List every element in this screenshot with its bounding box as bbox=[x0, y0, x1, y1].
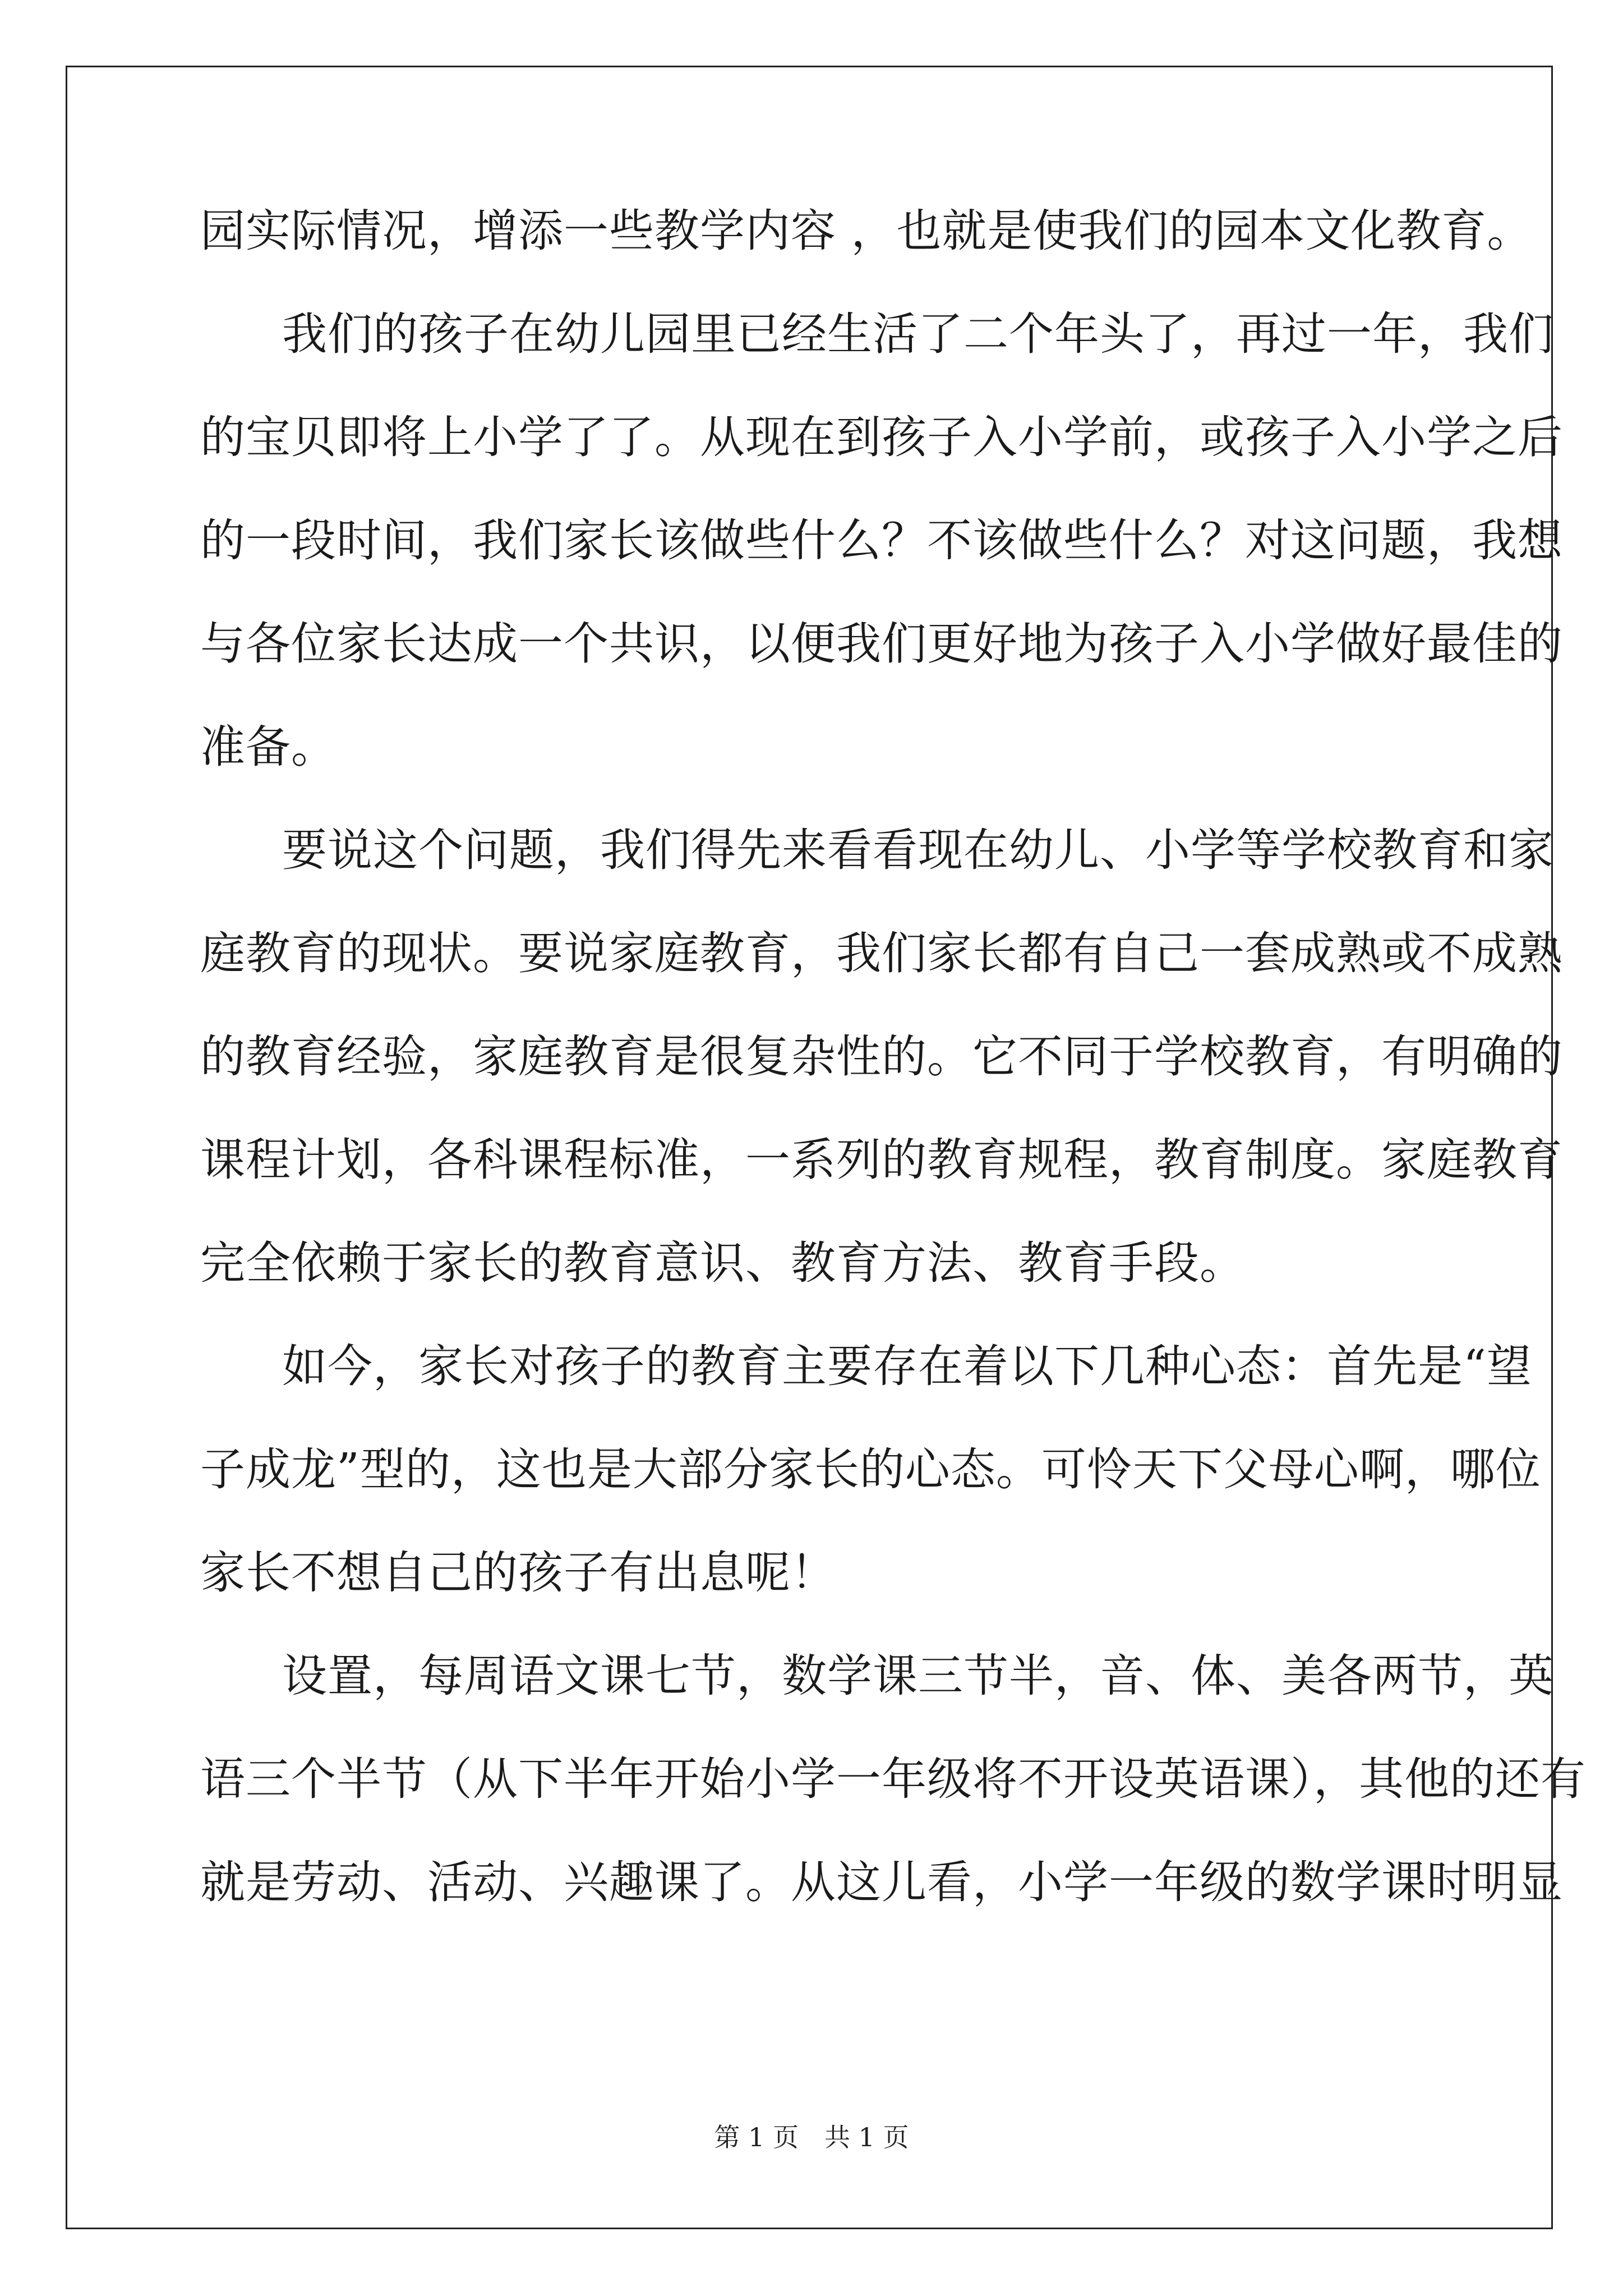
text-line: 设置，每周语文课七节，数学课三节半，音、体、美各两节，英 bbox=[282, 1650, 1554, 1702]
text-line: 准备。 bbox=[200, 721, 336, 773]
text-line: 家长不想自己的孩子有出息呢！ bbox=[200, 1547, 836, 1599]
text-line: 园实际情况，增添一些教学内容 ，也就是使我们的园本文化教育。 bbox=[200, 205, 1533, 257]
text-line: 庭教育的现状。要说家庭教育，我们家长都有自己一套成熟或不成熟 bbox=[200, 927, 1563, 979]
text-line: 如今，家长对孩子的教育主要存在着以下几种心态：首先是“望 bbox=[282, 1340, 1532, 1392]
page-footer: 第 1 页 共 1 页 bbox=[714, 2122, 909, 2152]
text-line: 的宝贝即将上小学了了。从现在到孩子入小学前，或孩子入小学之后 bbox=[200, 411, 1563, 463]
text-line: 就是劳动、活动、兴趣课了。从这儿看，小学一年级的数学课时明显 bbox=[200, 1856, 1563, 1908]
text-line: 要说这个问题，我们得先来看看现在幼儿、小学等学校教育和家 bbox=[282, 824, 1554, 876]
text-line: 子成龙”型的，这也是大部分家长的心态。可怜天下父母心啊，哪位 bbox=[200, 1443, 1541, 1496]
text-line: 与各位家长达成一个共识，以便我们更好地为孩子入小学做好最佳的 bbox=[200, 618, 1563, 670]
text-line: 的教育经验，家庭教育是很复杂性的。它不同于学校教育，有明确的 bbox=[200, 1030, 1563, 1083]
text-line: 语三个半节（从下半年开始小学一年级将不开设英语课），其他的还有 bbox=[200, 1753, 1586, 1805]
text-line: 的一段时间，我们家长该做些什么？不该做些什么？对这问题，我想 bbox=[200, 514, 1563, 567]
text-line: 课程计划，各科课程标准，一系列的教育规程，教育制度。家庭教育 bbox=[200, 1134, 1563, 1186]
text-line: 完全依赖于家长的教育意识、教育方法、教育手段。 bbox=[200, 1237, 1245, 1289]
text-line: 我们的孩子在幼儿园里已经生活了二个年头了，再过一年，我们 bbox=[282, 308, 1554, 360]
